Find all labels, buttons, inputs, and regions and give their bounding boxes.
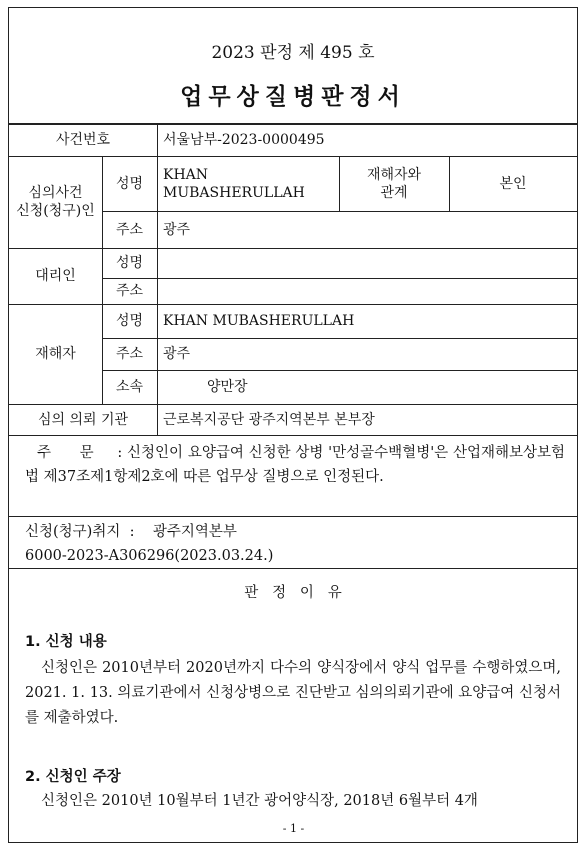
decision-number: 2023 판정 제 495 호 xyxy=(211,43,375,63)
agent-name xyxy=(157,248,579,278)
agent-group-label: 대리인 xyxy=(35,268,76,284)
ruling xyxy=(25,441,565,489)
agent-address-label: 주소 xyxy=(115,283,144,299)
applicant-address-label: 주소 xyxy=(115,221,144,238)
applicant-name: KHAN MUBASHERULLAH xyxy=(163,166,305,201)
agent-name-label: 성명 xyxy=(115,255,144,271)
victim-name-label: 성명 xyxy=(115,313,144,329)
request-purpose-line2: 6000-2023-A306296(2023.03.24.) xyxy=(25,548,274,564)
applicant-address: 광주 xyxy=(163,221,191,238)
requesting-org-label: 심의 의뢰 기관 xyxy=(37,411,129,428)
page-number: - 1 - xyxy=(282,822,305,835)
applicant-name-label: 성명 xyxy=(115,175,144,192)
case-number: 서울남부-2023-0000495 xyxy=(163,132,325,148)
requesting-org: 근로복지공단 광주지역본부 본부장 xyxy=(163,411,375,428)
victim-address-label: 주소 xyxy=(115,346,144,362)
applicant-group-label: 심의사건 신청(청구)인 xyxy=(16,185,95,219)
victim-affiliation: 양만장 xyxy=(207,379,248,395)
victim-address: 광주 xyxy=(163,346,191,362)
victim-affiliation-label: 소속 xyxy=(115,379,144,395)
section1-title: 1. 신청 내용 xyxy=(25,634,107,650)
section2-body: 신청인은 2010년 10월부터 1년간 광어양식장, 2018년 6월부터 4개 xyxy=(41,793,478,809)
ruling-text: 신청인이 요양급여 신청한 상병 '만성골수백혈병'은 산업재해보상보험법 제37조제1항제2호에 따른 업무상 질병으로 인정된다. xyxy=(25,445,566,485)
document-title: 업무상질병판정서 xyxy=(180,84,406,110)
section2-title: 2. 신청인 주장 xyxy=(25,769,121,785)
reasons-heading: 판 정 이 유 xyxy=(244,585,342,601)
case-number-label: 사건번호 xyxy=(55,132,111,148)
request-purpose-line1: 신청(청구)취지 : 광주지역본부 xyxy=(25,524,237,540)
victim-group-label: 재해자 xyxy=(35,346,76,362)
relation-value: 본인 xyxy=(499,175,527,192)
victim-name: KHAN MUBASHERULLAH xyxy=(163,313,355,329)
document-frame xyxy=(8,7,578,843)
ruling-prefix: 주 문 : xyxy=(37,445,123,461)
agent-address xyxy=(157,278,579,304)
relation-label: 재해자와 관계 xyxy=(366,166,422,201)
section1-body: 신청인은 2010년부터 2020년까지 다수의 양식장에서 양식 업무를 수행하였으며, 2021. 1. 13. 의료기관에서 신청상병으로 진단받고 심의의뢰기관에 요양급여 신청서를 제출하였다. xyxy=(25,660,561,726)
